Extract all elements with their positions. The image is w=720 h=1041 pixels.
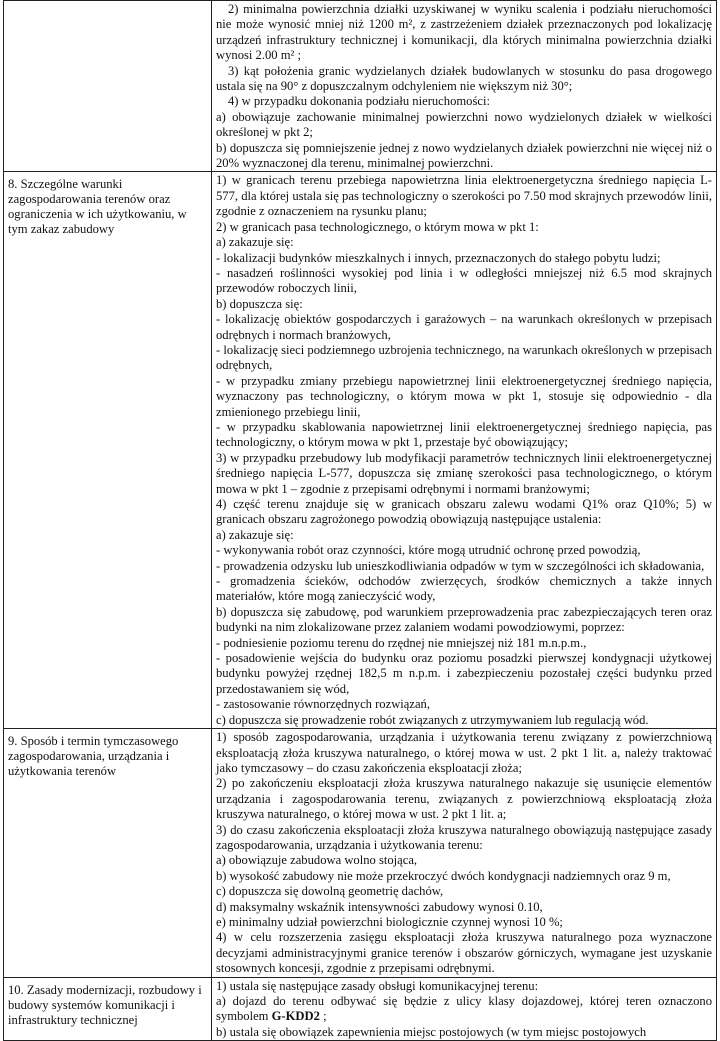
- provision-paragraph: c) dopuszcza się dowolną geometrię dachów,: [216, 884, 444, 899]
- provision-paragraph: b) wysokość zabudowy nie może przekroczyć dwóch kondygnacji nadziemnych oraz 9 m,: [216, 868, 671, 883]
- provision-paragraph: d) maksymalny wskaźnik intensywności zabudowy wynosi 0.10,: [216, 899, 543, 914]
- provision-text: ;: [323, 1009, 327, 1024]
- provision-paragraph: - wykonywania robót oraz czynności, które mogą utrudnić ochronę przed powodzią,: [216, 543, 641, 558]
- row-content: [212, 729, 717, 978]
- provision-paragraph: - lokalizacji budynków mieszkalnych i innych, przeznaczonych do stałego pobytu ludzi;: [216, 250, 661, 265]
- provision-paragraph: - zastosowanie równorzędnych rozwiązań,: [216, 697, 431, 712]
- table-row: [4, 1, 717, 172]
- row-label: [4, 1, 212, 172]
- provision-paragraph: 2) po zakończeniu eksploatacji złoża kruszywa naturalnego nakazuje się usunięcie elementów urządzania i zagospodarowania terenu, związanych z powierzchniową eksploatacją złoża kruszywa naturalnego, o której mowa w ust. 2 pkt 1 lit. a;: [216, 776, 712, 822]
- row-label: 9. Sposób i termin tymczasowego zagospodarowania, urządzania i użytkowania terenów: [4, 729, 212, 978]
- zone-symbol: G-KDD2: [271, 1009, 320, 1024]
- provision-paragraph: 4) w celu rozszerzenia zasięgu eksploatacji złoża kruszywa naturalnego poza wyznaczone decyzjami administracyjnymi granice terenów i obszarów górniczych, wymagane jest uzyskanie stosownych koncesji, zgodnie z przepisami odrębnymi.: [216, 930, 712, 976]
- provision-paragraph: - posadowienie wejścia do budynku oraz poziomu posadzki pierwszej kondygnacji użytkowej budynku powyżej rzędnej 182,5 m n.p.m. i zabezpieczeniu pozostałej części budynku przed przedostawaniem się wód,: [216, 651, 712, 696]
- provision-text: a) dojazd do terenu odbywać się będzie z ulicy klasy dojazdowej, której teren oznaczono symbolem: [216, 994, 712, 1024]
- provision-paragraph: - w przypadku skablowania napowietrznej linii elektroenergetycznej średniego napięcia, pas technologiczny, o którym mowa w pkt 1, przestaje być obowiązujący;: [216, 419, 712, 450]
- row-label: 8. Szczególne warunki zagospodarowania terenów oraz ograniczenia w ich użytkowaniu, w tym zakaz zabudowy: [4, 172, 212, 729]
- provision-paragraph: - gromadzenia ścieków, odchodów zwierzęcych, środków chemicznych a także innych materiałów, które mogą zanieczyścić wody,: [216, 574, 712, 604]
- provision-paragraph: b) ustala się obowiązek zapewnienia miejsc postojowych (w tym miejsc postojowych: [216, 1024, 647, 1039]
- provision-paragraph: c) dopuszcza się prowadzenie robót związanych z utrzymywaniem lub regulacją wód.: [216, 712, 649, 727]
- row-content: [212, 172, 717, 729]
- provision-paragraph: - podniesienie poziomu terenu do rzędnej nie mniejszej niż 181 m.n.p.m.,: [216, 635, 587, 650]
- provision-paragraph: - nasadzeń roślinności wysokiej pod linia i w odległości mniejszej niż 6.5 mod skrajnych przewodów roboczych linii,: [216, 265, 712, 296]
- table-row: [4, 172, 717, 729]
- provision-paragraph: a) obowiązuje zachowanie minimalnej powierzchni nowo wydzielonych działek w wielkości określonej w pkt 2;: [216, 109, 712, 140]
- provision-paragraph: 4) część terenu znajduje się w granicach obszaru zalewu wodami Q1% oraz Q10%; 5) w granicach obszaru zagrożonego powodzią obowiązują następujące ustalenia:: [216, 497, 712, 527]
- provision-paragraph: b) dopuszcza się pomniejszenie jednej z nowo wydzielanych działek powierzchni nie więcej niż o 20% wyznaczonej dla terenu, minimalnej powierzchni.: [216, 140, 712, 171]
- row-content: [212, 1, 717, 172]
- provision-paragraph: e) minimalny udział powierzchni biologicznie czynnej wynosi 10 %;: [216, 914, 563, 929]
- provision-paragraph: - lokalizację sieci podziemnego uzbrojenia technicznego, na warunkach określonych w przepisach odrębnych,: [216, 342, 712, 373]
- table-row: [4, 977, 717, 1041]
- provision-paragraph: 3) do czasu zakończenia eksploatacji złoża kruszywa naturalnego obowiązują następujące zasady zagospodarowania, urządzania i użytkowania terenu:: [216, 822, 712, 852]
- provision-paragraph: 1) w granicach terenu przebiega napowietrzna linia elektroenergetyczna średniego napięcia L-577, dla której ustala się pas technologiczny o szerokości po 7.50 mod skrajnych przewodów linii, zgodnie z oznaczeniem na rysunku planu;: [216, 173, 712, 219]
- provision-paragraph: b) dopuszcza się:: [216, 296, 303, 311]
- provision-paragraph: b) dopuszcza się zabudowę, pod warunkiem przeprowadzenia prac zabezpieczających teren oraz budynki na nim zlokalizowane przez zalaniem wodami powodziowymi, poprzez:: [216, 604, 712, 635]
- provision-paragraph: a) zakazuje się:: [216, 527, 294, 542]
- table-row: [4, 729, 717, 978]
- provision-paragraph: 3) kąt położenia granic wydzielanych działek budowlanych w stosunku do pasa drogowego ustala się na 90° z dopuszczalnym odchyleniem nie większym niż 30°;: [216, 63, 712, 94]
- row-label: 10. Zasady modernizacji, rozbudowy i budowy systemów komunikacji i infrastruktury technicznej: [4, 977, 212, 1041]
- provision-paragraph: - w przypadku zmiany przebiegu napowietrznej linii elektroenergetycznej średniego napięcia, wyznaczony pas technologiczny, o którym mowa w pkt 1, stosuje się odpowiednio - dla zmienionego przebiegu linii,: [216, 373, 712, 419]
- provision-paragraph: - prowadzenia odzysku lub unieszkodliwiania odpadów w tym w szczególności ich składowania,: [216, 558, 705, 573]
- provision-paragraph: 2) w granicach pasa technologicznego, o którym mowa w pkt 1:: [216, 219, 539, 234]
- provision-paragraph: a) obowiązuje zabudowa wolno stojąca,: [216, 853, 418, 868]
- provision-paragraph: a) zakazuje się:: [216, 235, 294, 250]
- provision-paragraph: 1) sposób zagospodarowania, urządzania i użytkowania terenu związany z powierzchniową eksploatacją złoża kruszywa naturalnego, o której mowa w ust. 2 pkt 1 lit. a, należy traktować jako tymczasowy – do czasu zakończenia eksploatacji złoża;: [216, 730, 712, 775]
- provision-paragraph: 3) w przypadku przebudowy lub modyfikacji parametrów technicznych linii elektroenergetycznej średniego napięcia L-577, dopuszcza się zmianę szerokości pasa technologicznego, o którym mowa w pkt 1 – zgodnie z przepisami odrębnymi i normami branżowymi;: [216, 450, 712, 496]
- provision-paragraph: 4) w przypadku dokonania podziału nieruchomości:: [228, 94, 490, 109]
- provision-paragraph: 2) minimalna powierzchnia działki uzyskiwanej w wyniku scalenia i podziału nieruchomości nie może wynosić mniej niż 1200 m², z zastrzeżeniem działek przeznaczonych pod lokalizację urządzeń infrastruktury technicznej i komunikacji, dla których minimalna powierzchnia działki wynosi 2.00 m² ;: [216, 2, 712, 63]
- row-content: [212, 977, 717, 1041]
- plan-provisions-table: [3, 0, 717, 1041]
- provision-paragraph: 1) ustala się następujące zasady obsługi komunikacyjnej terenu:: [216, 978, 539, 993]
- provision-paragraph: - lokalizację obiektów gospodarczych i garażowych – na warunkach określonych w przepisach odrębnych i normach branżowych,: [216, 312, 712, 342]
- provision-paragraph: [216, 994, 712, 1025]
